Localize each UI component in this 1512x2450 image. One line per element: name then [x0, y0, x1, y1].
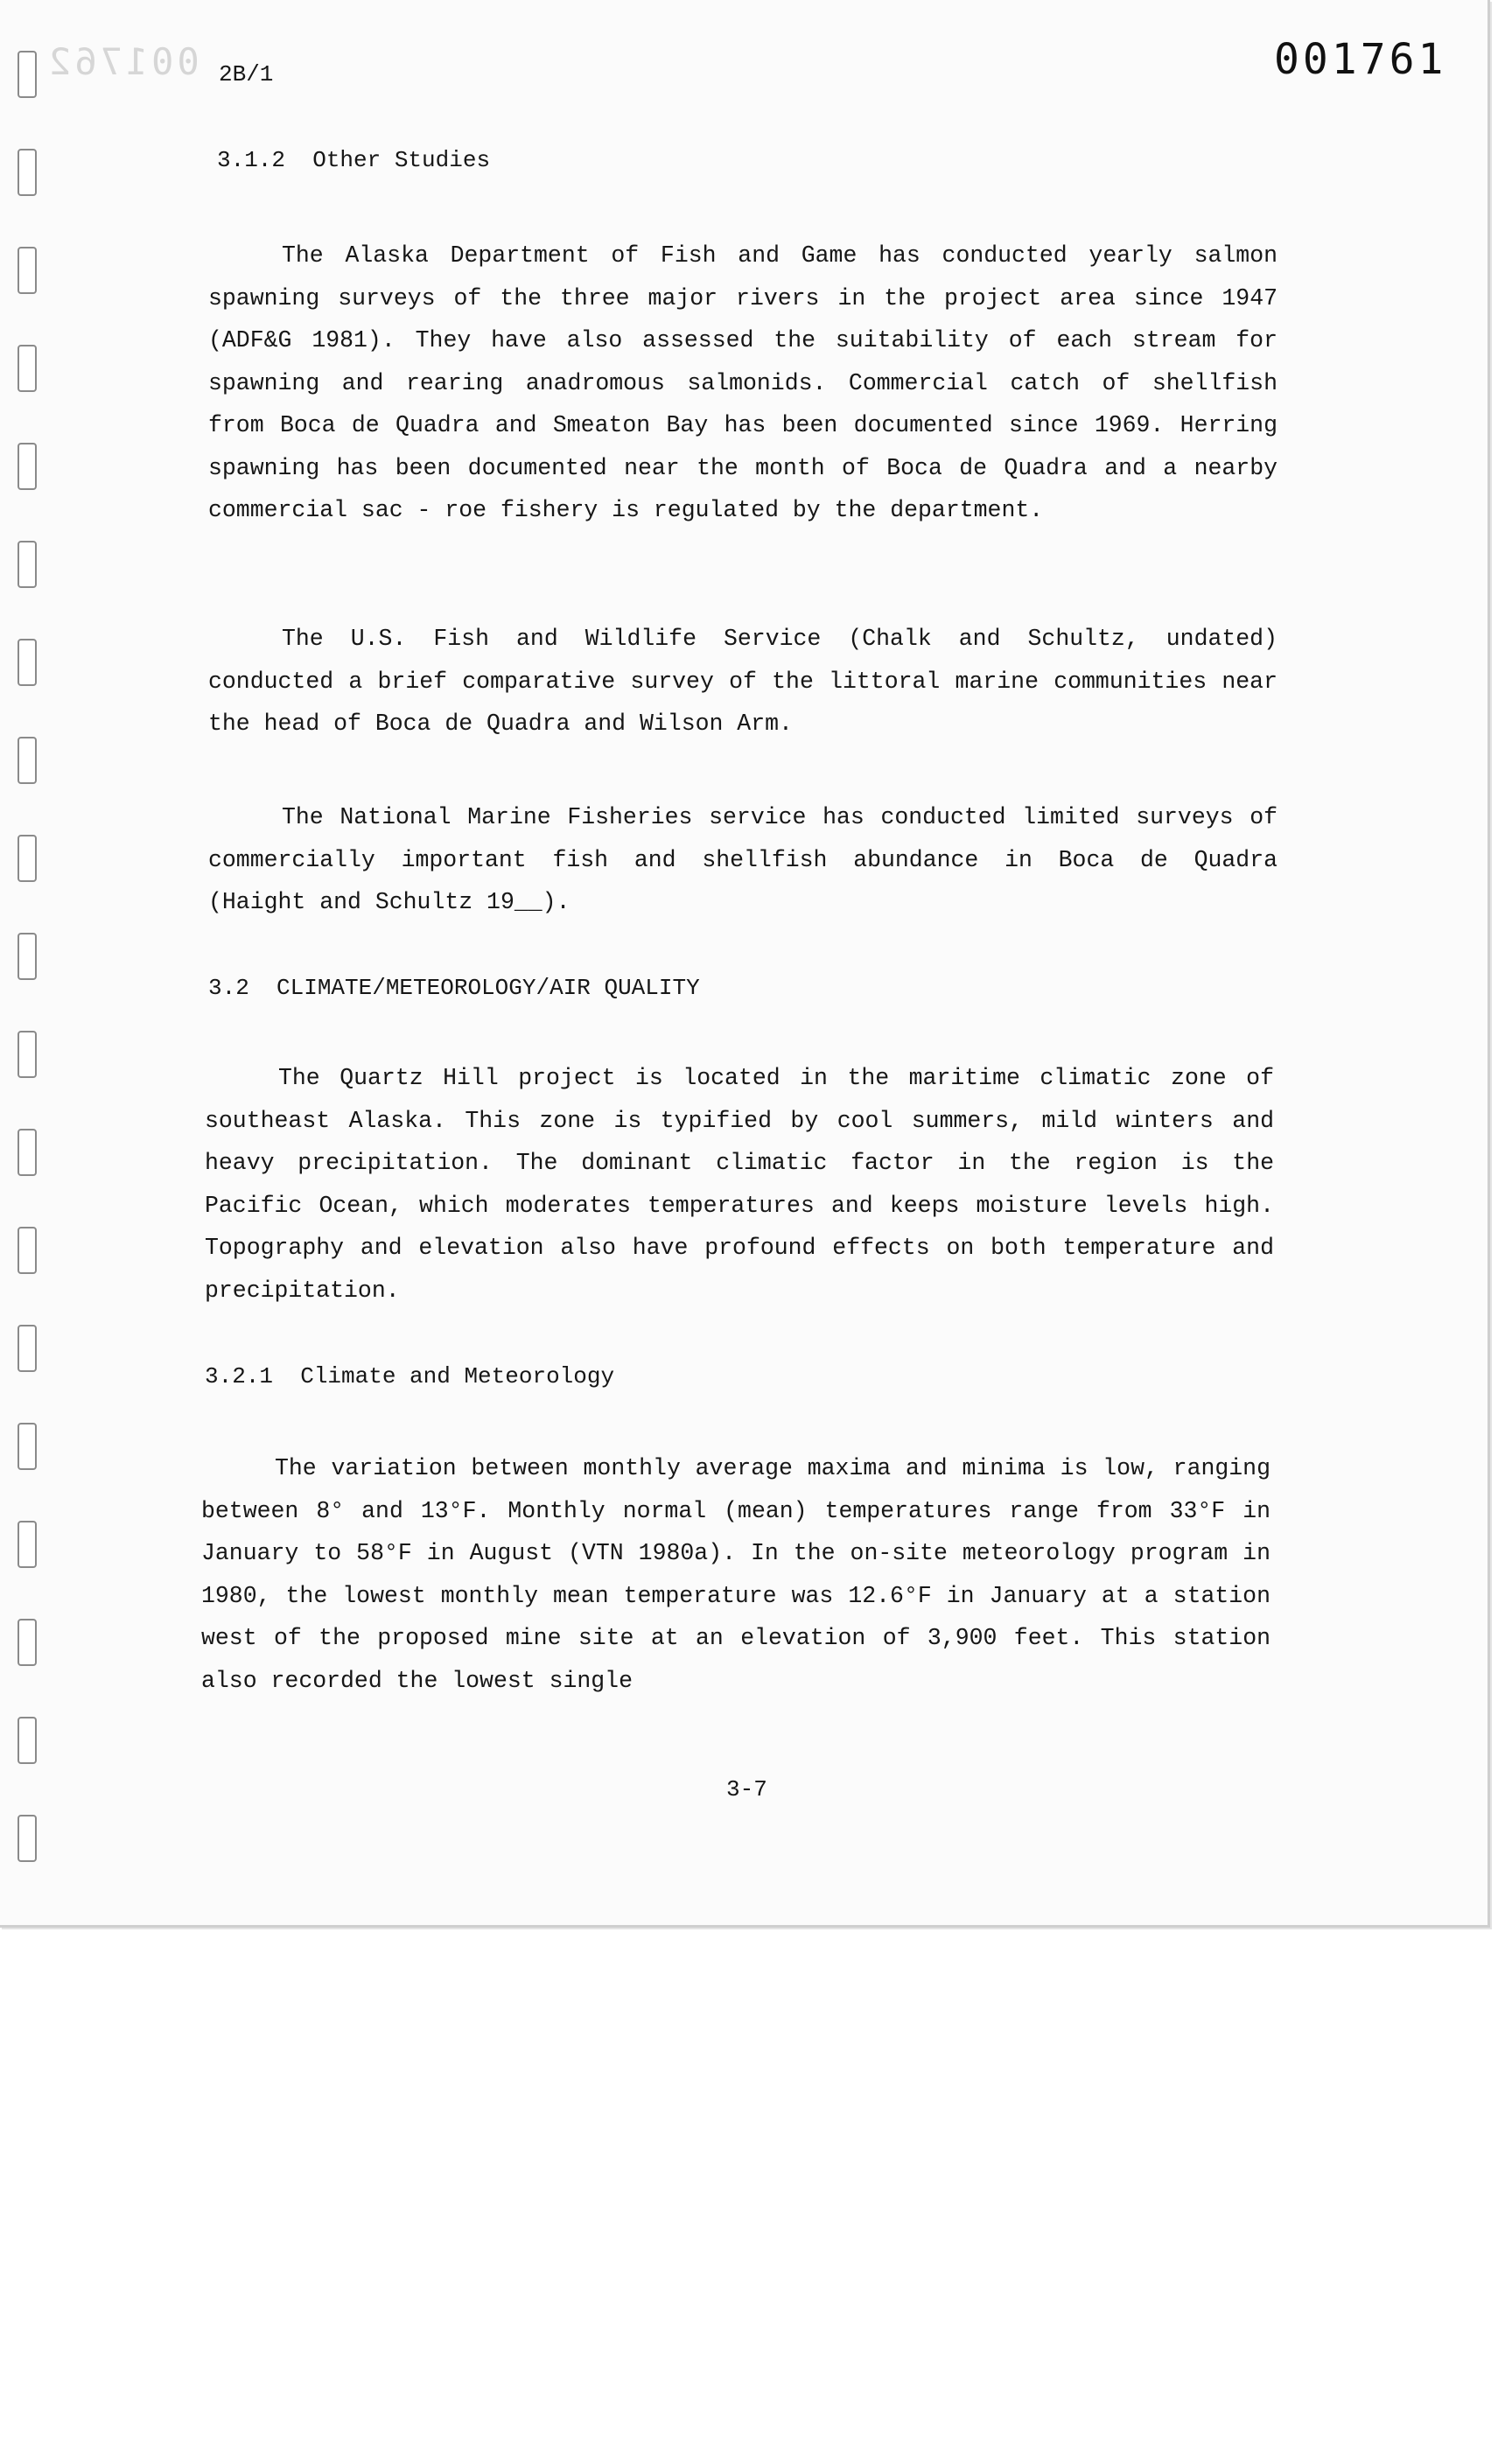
binder-hole	[18, 933, 37, 980]
paragraph-maritime-climate: The Quartz Hill project is located in the maritime climatic zone of southeast Alaska. This zone is typified by cool summers, mild winters and heavy precipitation. The dominant climatic factor in the region is the Pacific Ocean, which moderates temperatures and keeps moisture levels high. Topography and elevation also have profound effects on both temperature and precipitation.	[205, 1065, 1274, 1304]
binder-hole	[18, 1619, 37, 1666]
binder-hole	[18, 1227, 37, 1274]
section-heading-3-2-1: 3.2.1 Climate and Meteorology	[205, 1363, 615, 1390]
binder-hole	[18, 247, 37, 294]
file-reference: 2B/1	[219, 61, 274, 88]
binder-hole	[18, 51, 37, 98]
binder-hole	[18, 737, 37, 784]
binder-hole	[18, 443, 37, 490]
paragraph-nmfs-surveys: The National Marine Fisheries service has conducted limited surveys of commercially important fish and shellfish abundance in Boca de Quadra (Haight and Schultz 19__).	[208, 804, 1278, 915]
binder-hole	[18, 1717, 37, 1764]
binder-hole	[18, 149, 37, 196]
binder-hole	[18, 1815, 37, 1862]
section-heading-3-1-2: 3.1.2 Other Studies	[217, 147, 491, 173]
binder-hole	[18, 835, 37, 882]
document-stamp-number: 001761	[1274, 35, 1447, 84]
binder-hole	[18, 1031, 37, 1078]
binder-hole	[18, 639, 37, 686]
binder-hole	[18, 1325, 37, 1372]
binder-hole	[18, 1521, 37, 1568]
section-heading-3-2: 3.2 CLIMATE/METEOROLOGY/AIR QUALITY	[208, 975, 700, 1001]
binder-hole	[18, 541, 37, 588]
binder-hole	[18, 1423, 37, 1470]
binder-hole	[18, 345, 37, 392]
binder-hole	[18, 1129, 37, 1176]
paragraph-temperature-variation: The variation between monthly average maxima and minima is low, ranging between 8° and 13°F. Monthly normal (mean) temperatures range from 33°F in January to 58°F in August (VTN 1980a). In the on-site meteorology program in 1980, the lowest monthly mean temperature was 12.6°F in January at a station west of the proposed mine site at an elevation of 3,900 feet. This station also recorded the lowest single	[201, 1455, 1270, 1694]
bleed-through-stamp: 001762	[46, 40, 200, 83]
paragraph-adfg-surveys: The Alaska Department of Fish and Game has conducted yearly salmon spawning surveys of the three major rivers in the project area since 1947 (ADF&G 1981). They have also assessed the suitability of each stream for spawning and rearing anadromous salmonids. Commercial catch of shellfish from Boca de Quadra and Smeaton Bay has been documented since 1969. Herring spawning has been documented near the month of Boca de Quadra and a nearby commercial sac - roe fishery is regulated by the department.	[208, 242, 1278, 523]
page-number: 3-7	[726, 1776, 767, 1802]
paragraph-usfws-survey: The U.S. Fish and Wildlife Service (Chalk and Schultz, undated) conducted a brief comparative survey of the littoral marine communities near the head of Boca de Quadra and Wilson Arm.	[208, 626, 1278, 737]
binder-holes	[18, 0, 44, 1925]
